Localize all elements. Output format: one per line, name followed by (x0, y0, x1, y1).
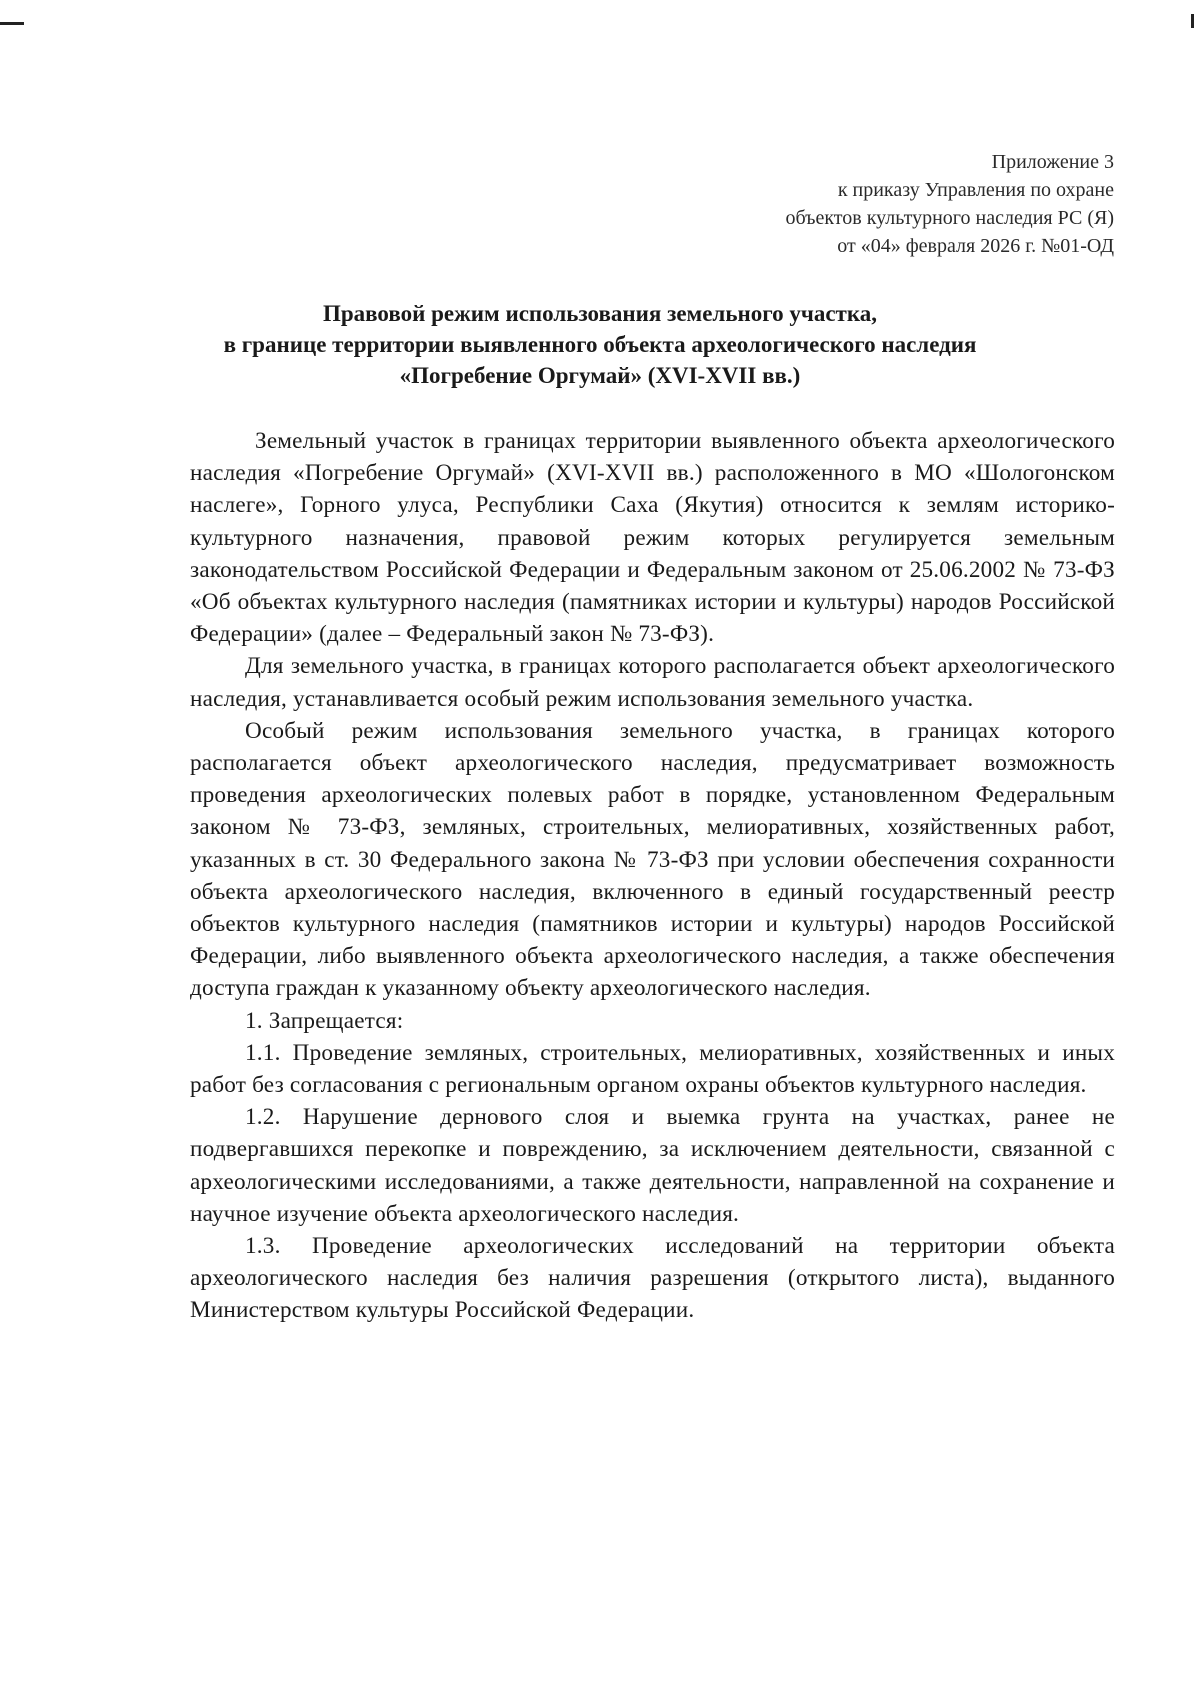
prohibitions-heading: 1. Запрещается: (245, 1007, 404, 1034)
document-body (190, 425, 1115, 1327)
scan-edge-mark (0, 22, 24, 25)
appendix-number: Приложение 3 (991, 151, 1114, 173)
paragraph-special-regime: Для земельного участка, в границах которого располагается объект археологического наследия, устанавливается особый режим использования земельного участка. (190, 653, 1115, 712)
appendix-authority: объектов культурного наследия РС (Я) (785, 207, 1114, 229)
title-line: «Погребение Оргумай» (XVI-XVII вв.) (399, 363, 801, 388)
title-line: в границе территории выявленного объекта археологического наследия (223, 332, 977, 357)
appendix-date: от «04» февраля 2026 г. №01-ОД (837, 235, 1114, 257)
appendix-order-ref: к приказу Управления по охране (837, 179, 1114, 201)
prohibition-item: 1.2. Нарушение дернового слоя и выемка грунта на участках, ранее не подвергавшихся перекопке и повреждению, за исключением деятельности, связанной с археологическими исследованиями, а также деятельности, направленной на сохранение и научное изучение объекта археологического наследия. (190, 1104, 1115, 1227)
paragraph-regime-details: Особый режим использования земельного участка, в границах которого располагается объект археологического наследия, предусматривает возможность проведения археологических полевых работ в порядке, установленном Федеральным законом № 73-ФЗ, земляных, строительных, мелиоративных, хозяйственных работ, указанных в ст. 30 Федерального закона № 73-ФЗ при условии обеспечения сохранности объекта археологического наследия, включенного в единый государственный реестр объектов культурного наследия (памятников истории и культуры) народов Российской Федерации, либо выявленного объекта археологического наследия, а также обеспечения доступа граждан к указанному объекту археологического наследия. (190, 717, 1115, 1002)
prohibition-item: 1.3. Проведение археологических исследований на территории объекта археологического наследия без наличия разрешения (открытого листа), выданного Министерством культуры Российской Федерации. (190, 1233, 1115, 1324)
paragraph-land-status: Земельный участок в границах территории выявленного объекта археологического наследия «Погребение Оргумай» (XVI-XVII вв.) расположенного в МО «Шологонском наслеге», Горного улуса, Республики Саха (Якутия) относится к землям историко-культурного назначения, правовой режим которых регулируется земельным законодательством Российской Федерации и Федеральным законом от 25.06.2002 № 73-ФЗ «Об объектах культурного наследия (памятниках истории и культуры) народов Российской Федерации» (далее – Федеральный закон № 73-ФЗ). (190, 428, 1115, 648)
document-title (0, 298, 1200, 391)
title-line: Правовой режим использования земельного участка, (322, 301, 877, 326)
appendix-header (785, 148, 1114, 260)
prohibition-item: 1.1. Проведение земляных, строительных, мелиоративных, хозяйственных и иных работ без согласования с региональным органом охраны объектов культурного наследия. (190, 1039, 1115, 1099)
scan-edge-mark (1191, 14, 1194, 28)
